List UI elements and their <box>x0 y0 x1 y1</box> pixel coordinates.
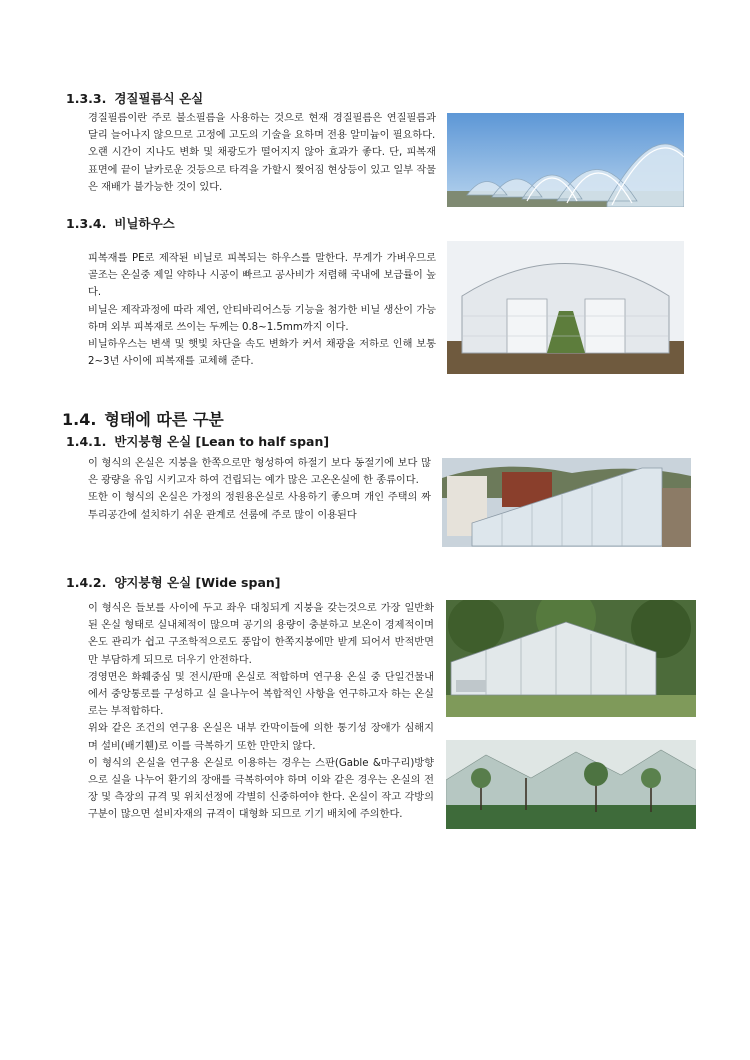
section-number: 1.4.2. <box>66 575 107 590</box>
section-title: 반지붕형 온실 [Lean to half span] <box>114 434 330 449</box>
paragraph-1-4-2 <box>88 600 434 824</box>
paragraph-1-3-4 <box>88 250 436 370</box>
section-title: 양지붕형 온실 [Wide span] <box>114 575 281 590</box>
paragraph: 경영면은 화훼중심 및 전시/판매 온실로 적합하며 연구용 온실 중 단일건물내에서 중앙통로를 구성하고 실 을나누어 복합적인 사항을 연구하고자 하는 온실로는 부적합하다. <box>88 671 434 718</box>
paragraph: 경질필름이란 주로 불소필름을 사용하는 것으로 현재 경질필름은 연질필름과 달리 늘어나지 않으므로 고정에 고도의 기술을 요하며 전용 알미늄이 필요하다. <box>88 113 436 142</box>
heading-1-3-3 <box>66 89 203 107</box>
paragraph: 위와 같은 조건의 연구용 온실은 내부 칸막이들에 의한 통기성 장애가 심해지며 설비(배기휀)로 이를 극복하기 또한 만만치 않다. <box>88 723 434 752</box>
paragraph: 비닐은 제작과정에 따라 제연, 안티바리어스등 기능을 첨가한 비닐 생산이 가능하며 외부 피복재로 쓰이는 두께는 0.8~1.5mm까지 이다. <box>88 304 436 333</box>
section-title: 형태에 따른 구분 <box>104 410 224 429</box>
photo-rigid-film-greenhouse <box>447 113 684 207</box>
paragraph-1-4-1 <box>88 455 431 524</box>
section-title: 비닐하우스 <box>114 216 175 231</box>
paragraph: 오랜 시간이 지나도 변화 및 채광도가 떨어지지 않아 효과가 좋다. 단, 피복재 표면에 끝이 날카로운 것등으로 타격을 가할시 찢어짐 현상등이 있고 일부 작물은 재배가 불가능한 것이 있다. <box>88 147 436 193</box>
section-title: 경질필름식 온실 <box>114 91 204 106</box>
section-number: 1.3.4. <box>66 216 107 231</box>
photo-lean-to-greenhouse <box>442 458 691 547</box>
paragraph-1-3-3 <box>88 110 436 196</box>
paragraph: 이 형식의 온실을 연구용 온실로 이용하는 경우는 스판(Gable &마구리)방향으로 실을 나누어 환기의 장애를 극복하여야 하며 이와 같은 경우는 온실의 전장 및 측장의 규격 및 위치선정에 각별히 신중하여야 한다. 온실이 작고 각방의 구분이 많으면 설비자재의 규격이 대형화 되므로 기기 배치에 주의한다. <box>88 757 434 821</box>
paragraph: 이 형식의 온실은 지붕을 한쪽으로만 형성하여 하절기 보다 동절기에 보다 많은 광량을 유입 시키고자 하여 건립되는 예가 많은 고온온실에 한 종류이다. <box>88 458 431 487</box>
paragraph: 또한 이 형식의 온실은 가정의 정원용온실로 사용하기 좋으며 개인 주택의 짜투리공간에 설치하기 쉬운 관계로 선룸에 주로 많이 이용된다 <box>88 492 431 521</box>
section-number: 1.4. <box>62 410 97 429</box>
photo-vinyl-house <box>447 241 684 374</box>
paragraph: 이 형식은 들보를 사이에 두고 좌우 대칭되게 지붕을 갖는것으로 가장 일반화된 온실 형태로 실내체적이 많으며 공기의 용량이 충분하고 보온이 경제적이며 온도 관리가 쉽고 구조학적으로도 풍압이 한쪽지붕에만 받게 되어서 반적반면만 부담하게 되므로 더우기 안전하다. <box>88 603 434 666</box>
paragraph: 피복재를 PE로 제작된 비닐로 피복되는 하우스를 말한다. 무게가 가벼우므로 골조는 온실중 제일 약하나 시공이 빠르고 공사비가 저렴해 국내에 보급률이 높다. <box>88 253 436 299</box>
section-number: 1.4.1. <box>66 434 107 449</box>
photo-wide-span-greenhouse <box>446 600 696 717</box>
heading-1-3-4 <box>66 214 175 232</box>
heading-1-4-2 <box>66 573 281 591</box>
heading-1-4 <box>62 407 224 430</box>
heading-1-4-1 <box>66 432 329 450</box>
section-number: 1.3.3. <box>66 91 107 106</box>
photo-greenhouse-with-trees <box>446 740 696 829</box>
paragraph: 비닐하우스는 변색 및 햇빛 차단을 속도 변화가 커서 채광을 저하로 인해 보통 2~3년 사이에 피복재를 교체해 준다. <box>88 339 436 368</box>
